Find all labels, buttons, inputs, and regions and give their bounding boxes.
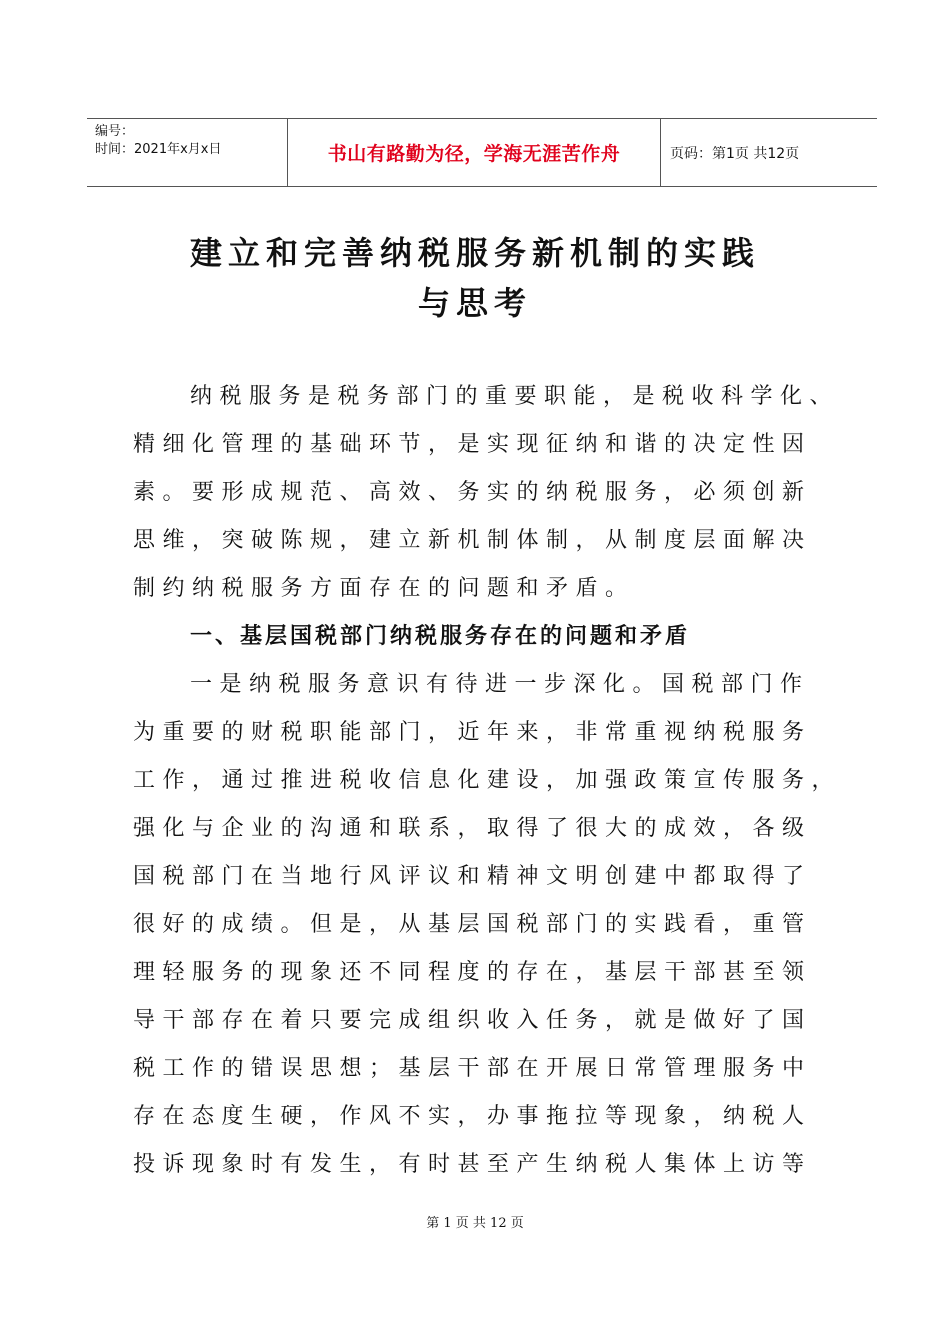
body-line: 国税部门在当地行风评议和精神文明创建中都取得了 [133, 864, 812, 889]
header-meta [95, 123, 285, 159]
body-line: 一是纳税服务意识有待进一步深化。国税部门作 [190, 672, 810, 697]
body-line: 为重要的财税职能部门，近年来，非常重视纳税服务 [133, 720, 812, 745]
body-line: 强化与企业的沟通和联系，取得了很大的成效，各级 [133, 816, 812, 841]
body-line: 税工作的错误思想；基层干部在开展日常管理服务中 [133, 1056, 812, 1081]
header-divider [660, 119, 661, 186]
body-line: 思维，突破陈规，建立新机制体制，从制度层面解决 [133, 528, 812, 553]
document-title-line-1: 建立和完善纳税服务新机制的实践 [189, 234, 760, 272]
body-line: 导干部存在着只要完成组织收入任务，就是做好了国 [133, 1008, 812, 1033]
time-label: 时间：2021年x月x日 [95, 142, 222, 157]
section-heading: 一、基层国税部门纳税服务存在的问题和矛盾 [190, 624, 691, 649]
document-header [87, 118, 877, 187]
body-line: 精细化管理的基础环节，是实现征纳和谐的决定性因 [133, 432, 812, 457]
page-footer: 第 1 页 共 12 页 [426, 1216, 524, 1231]
body-line: 制约纳税服务方面存在的问题和矛盾。 [133, 576, 635, 601]
header-motto: 书山有路勤为径，学海无涯苦作舟 [327, 143, 621, 165]
document-title-line-2: 与思考 [417, 284, 532, 322]
body-line: 投诉现象时有发生，有时甚至产生纳税人集体上访等 [133, 1152, 812, 1177]
header-page-info: 页码：第1页 共12页 [670, 145, 800, 162]
body-line: 素。要形成规范、高效、务实的纳税服务，必须创新 [133, 480, 812, 505]
body-line: 理轻服务的现象还不同程度的存在，基层干部甚至领 [133, 960, 812, 985]
body-line: 很好的成绩。但是，从基层国税部门的实践看，重管 [133, 912, 812, 937]
body-line: 工作，通过推进税收信息化建设，加强政策宣传服务， [133, 768, 842, 793]
body-line: 存在态度生硬，作风不实，办事拖拉等现象，纳税人 [133, 1104, 812, 1129]
body-line: 纳税服务是税务部门的重要职能，是税收科学化、 [190, 384, 840, 409]
number-label: 编号： [95, 124, 135, 139]
